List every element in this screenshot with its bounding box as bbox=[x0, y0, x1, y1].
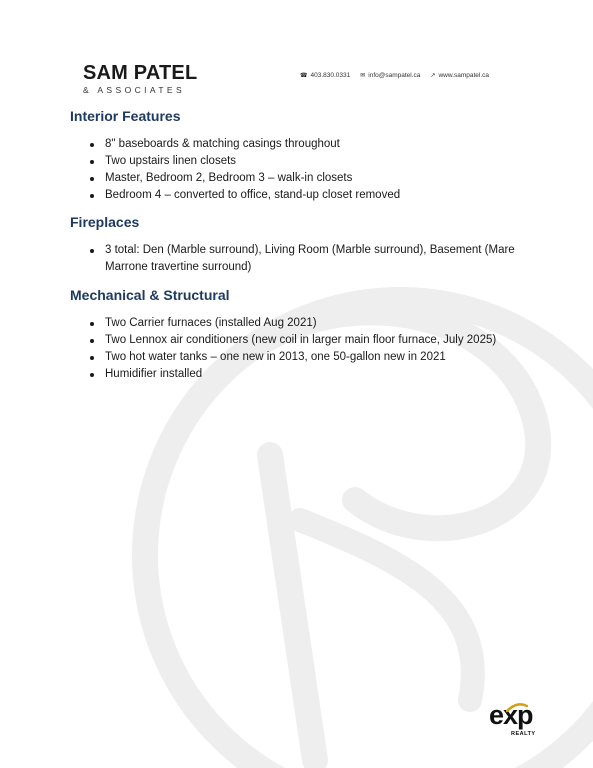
list-item: Two upstairs linen closets bbox=[88, 153, 525, 170]
list-item: 3 total: Den (Marble surround), Living Room (Marble surround), Basement (Mare Marrone travertine surround) bbox=[88, 242, 525, 276]
section-title-mechanical-structural: Mechanical & Structural bbox=[70, 287, 230, 303]
contact-info bbox=[300, 72, 489, 79]
list-item: Bedroom 4 – converted to office, stand-up closet removed bbox=[88, 187, 525, 204]
email-icon: ✉ bbox=[360, 73, 366, 79]
email-text: info@sampatel.ca bbox=[368, 72, 421, 79]
exp-accent-swoosh bbox=[506, 703, 528, 713]
phone-text: 403.830.0331 bbox=[310, 72, 351, 79]
mechanical-structural-list bbox=[88, 315, 525, 383]
list-item: Two hot water tanks – one new in 2013, one 50-gallon new in 2021 bbox=[88, 349, 525, 366]
list-item: Two Carrier furnaces (installed Aug 2021) bbox=[88, 315, 525, 332]
interior-features-list bbox=[88, 136, 525, 204]
phone-icon: ☎ bbox=[300, 73, 308, 79]
exp-brand: exp bbox=[489, 700, 533, 730]
section-title-interior-features: Interior Features bbox=[70, 108, 181, 124]
section-title-fireplaces: Fireplaces bbox=[70, 214, 140, 230]
list-item: Humidifier installed bbox=[88, 366, 525, 383]
list-item: 8" baseboards & matching casings throughout bbox=[88, 136, 525, 153]
company-logo bbox=[83, 62, 197, 95]
exp-realty-text: REALTY bbox=[511, 731, 536, 737]
list-item: Two Lennox air conditioners (new coil in larger main floor furnace, July 2025) bbox=[88, 332, 525, 349]
contact-email bbox=[360, 72, 420, 79]
contact-web bbox=[430, 72, 489, 79]
logo-subtitle: & ASSOCIATES bbox=[83, 85, 186, 95]
fireplaces-list bbox=[88, 242, 525, 276]
logo-name: SAM PATEL bbox=[83, 62, 198, 84]
contact-phone bbox=[300, 72, 350, 79]
list-item: Master, Bedroom 2, Bedroom 3 – walk-in closets bbox=[88, 170, 525, 187]
web-text: www.sampatel.ca bbox=[438, 72, 490, 79]
exp-realty-logo bbox=[489, 700, 536, 737]
web-icon: ↗ bbox=[430, 73, 436, 79]
